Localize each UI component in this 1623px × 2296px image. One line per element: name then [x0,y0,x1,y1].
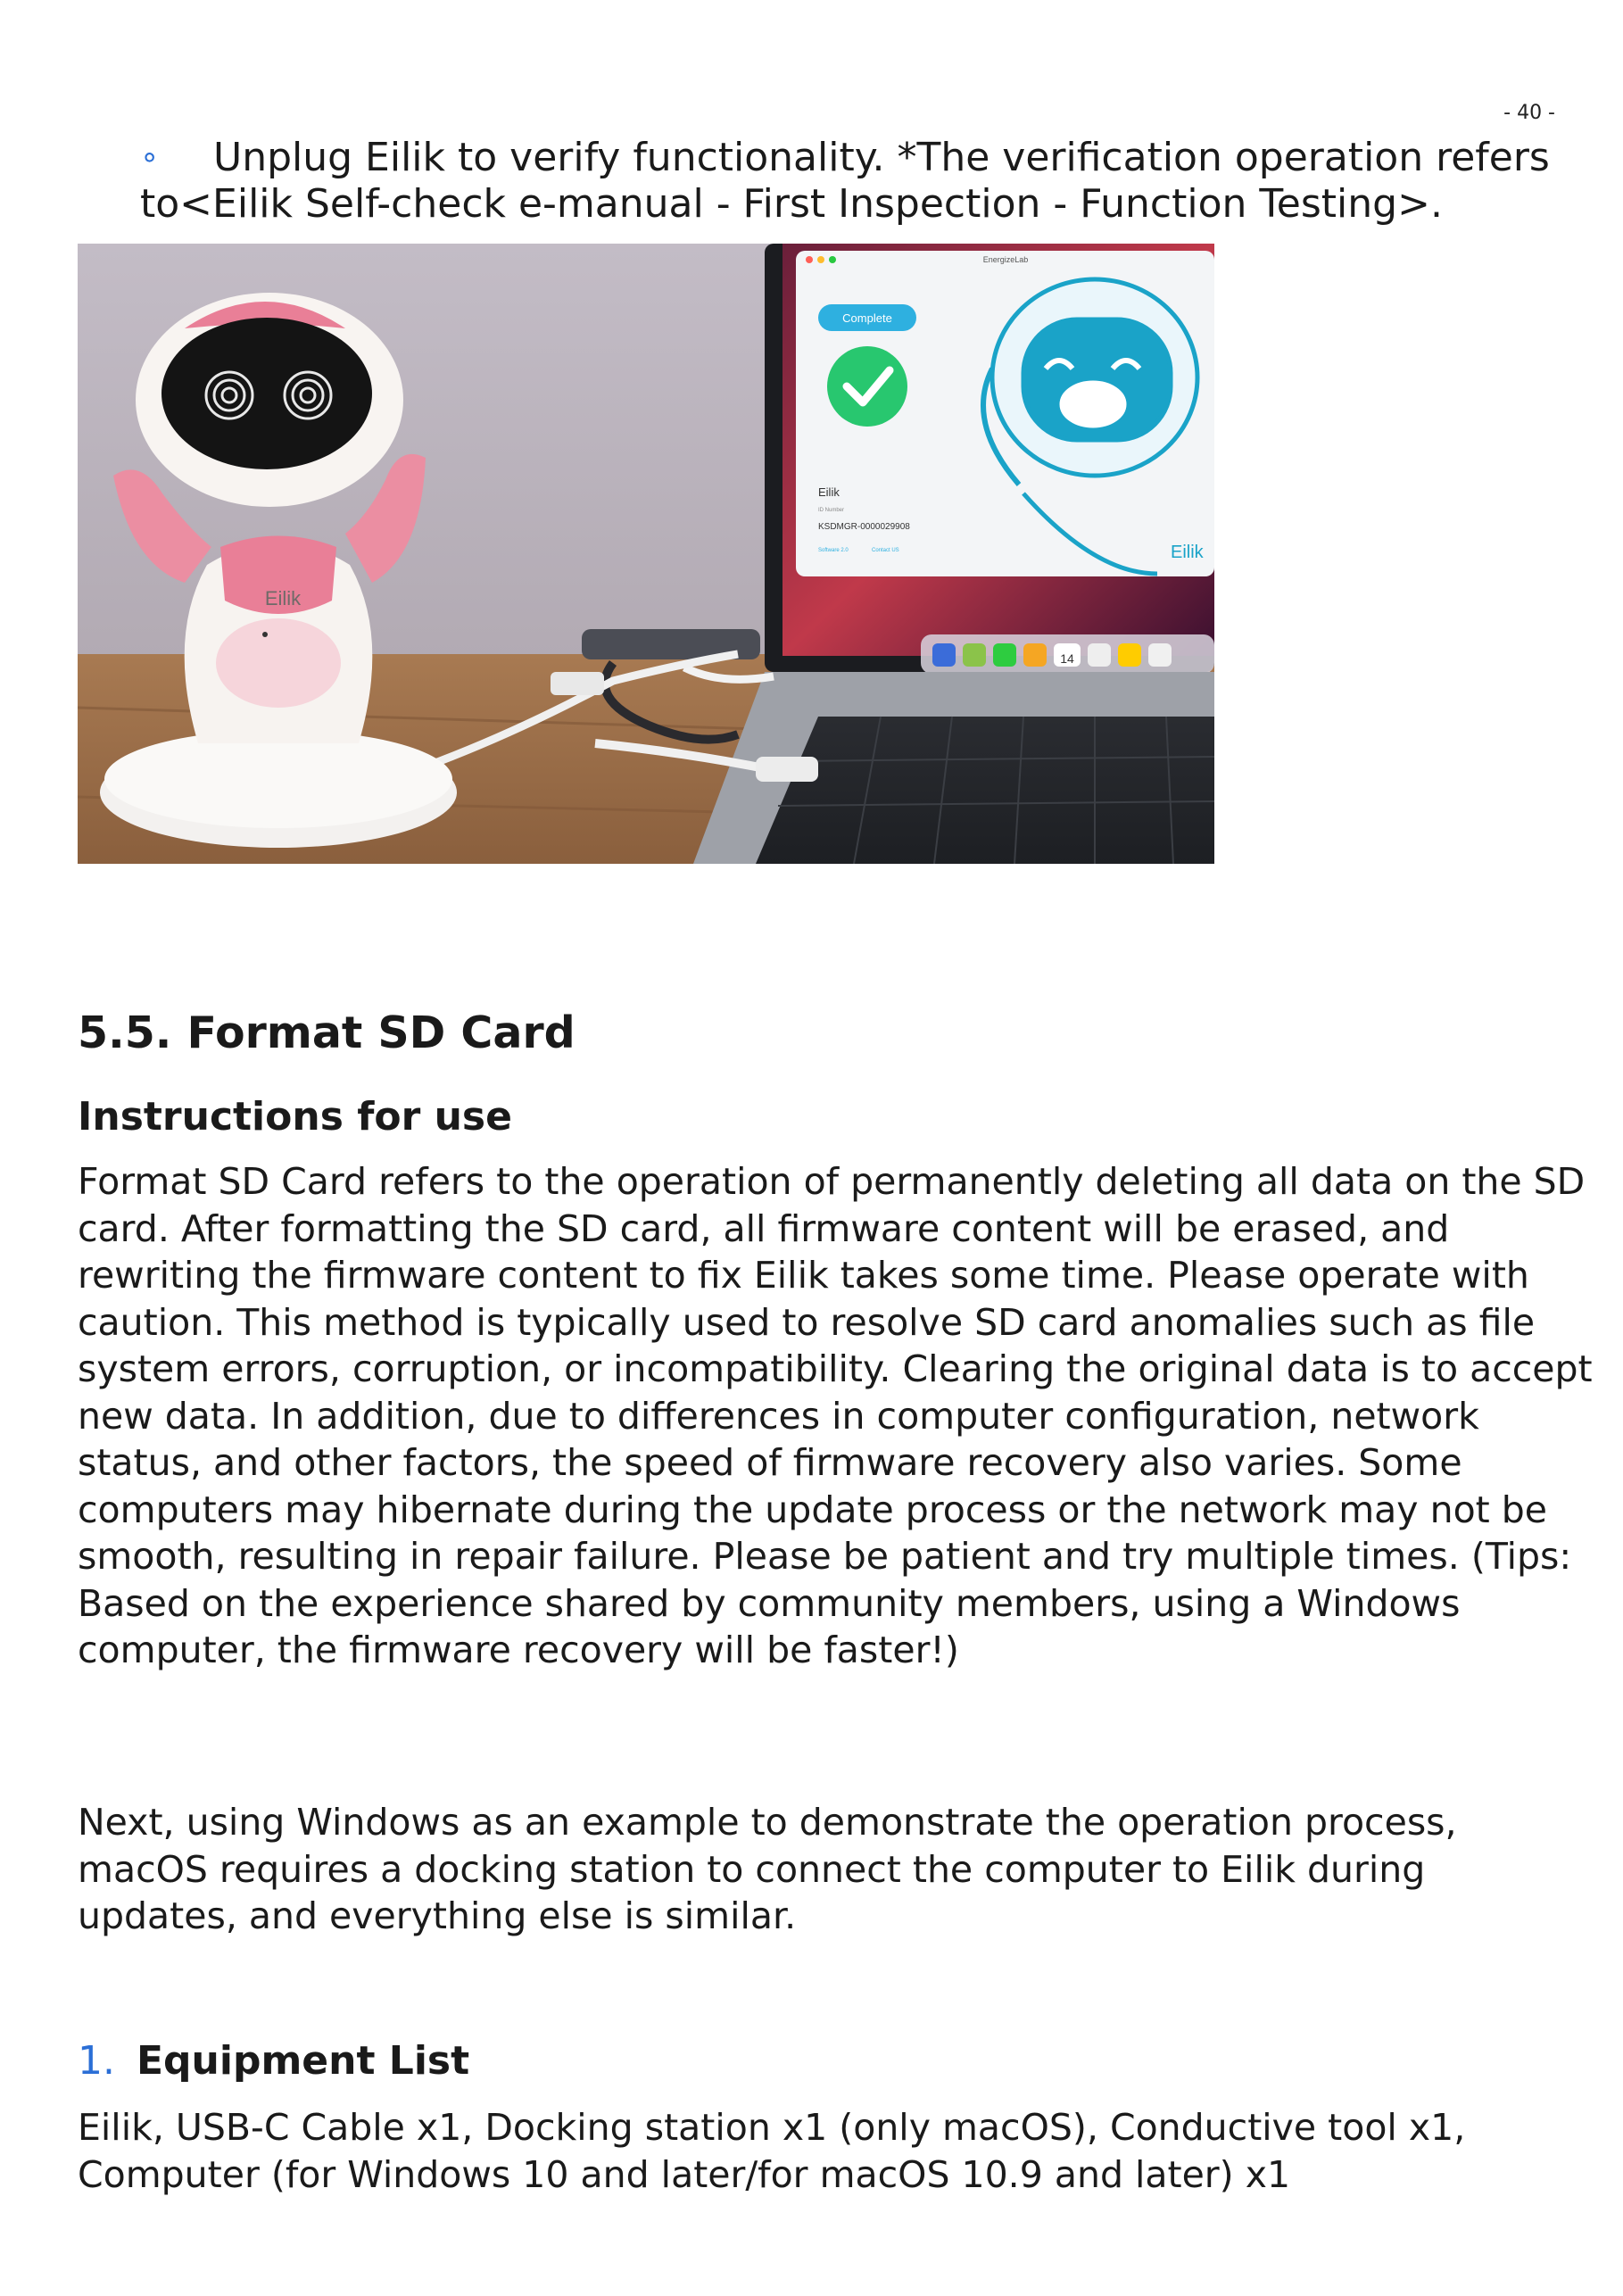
list-number: 1. [78,2038,115,2084]
eilik-photo [78,244,1214,864]
instructions-paragraph: Format SD Card refers to the operation of permanently deleting all data on the SD card. After formatting the SD card, all firmware content will be erased, and rewriting the firmware content to fix Eilik takes some time. Please operate with caution. This method is typically used to resolve SD card anomalies such as file system errors, corruption, or incompatibility. Clearing the original data is to accept new data. In addition, due to differences in computer configuration, network status, and other factors, the speed of firmware recovery also varies. Some computers may hibernate during the update process or the network may not be smooth, resulting in repair failure. Please be patient and try multiple times. (Tips: Based on the experience shared by community members, using a Windows computer, the firmware recovery will be faster!) [78,1160,1593,1671]
page-number: - 40 - [1503,102,1555,124]
equipment-text: Eilik, USB-C Cable x1, Docking station x1 (only macOS), Conductive tool x1, Computer (for Windows 10 and later/for macOS 10.9 and later) x1 [78,2106,1466,2196]
robot-label: Eilik [264,587,302,609]
device-name: Eilik [818,485,840,499]
footer-right: Contact US [872,548,899,553]
keyboard [756,717,1214,864]
device-id: KSDMGR-0000029908 [818,522,910,532]
photo-illustration [78,244,1214,864]
bullet-marker: ∘ [140,139,160,175]
section-title: 5.5. Format SD Card [78,1007,576,1058]
calendar-day: 14 [1060,651,1074,666]
robot-face [161,318,372,469]
screen-watermark: Eilik [1171,543,1204,562]
section-subtitle: Instructions for use [78,1094,512,1140]
usb-plug [756,757,818,782]
process-paragraph: Next, using Windows as an example to demonstrate the operation process, macOS requires a docking station to connect the computer to Eilik during updates, and everything else is similar. [78,1801,1457,1937]
equipment-heading [78,2038,469,2085]
complete-label: Complete [842,311,892,325]
footer-left: Software 2.0 [818,548,849,553]
bullet-text: Unplug Eilik to verify functionality. *The verification operation refers to<Eilik Self-check e-manual - First Inspection - Function Testing>. [140,135,1550,227]
check-icon [827,346,907,427]
equipment-title: Equipment List [136,2038,470,2084]
app-title: EnergizeLab [982,255,1029,264]
id-label: ID Number [818,508,845,513]
bullet-item [140,134,1568,228]
